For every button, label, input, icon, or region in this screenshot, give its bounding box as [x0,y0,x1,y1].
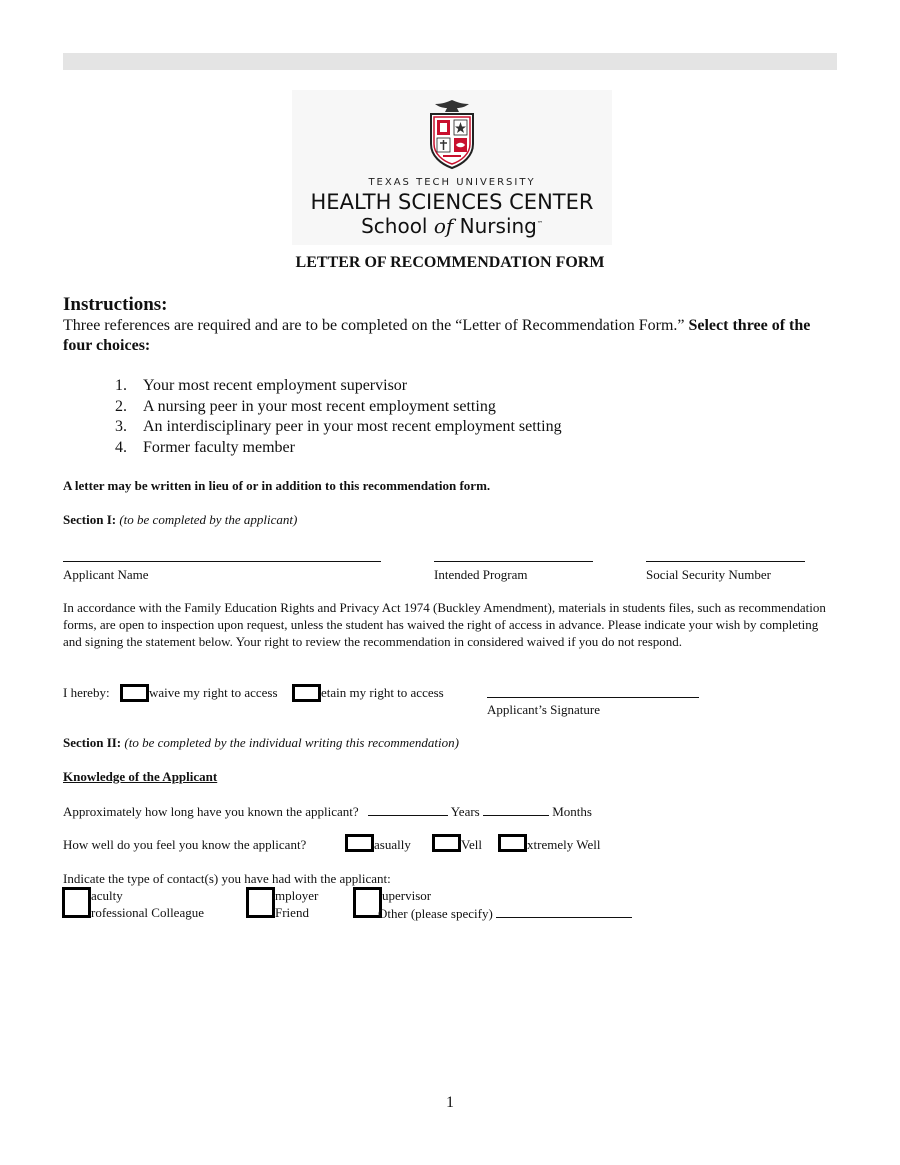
list-item: 2. A nursing peer in your most recent employment setting [115,397,496,415]
letter-note: A letter may be written in lieu of or in addition to this recommendation form. [63,478,491,493]
employer-friend-checkbox[interactable] [246,887,275,918]
knowledge-heading: Knowledge of the Applicant [63,769,218,784]
employer-label: mployer [275,888,319,903]
list-item: 4. Former faculty member [115,438,295,456]
waive-checkbox[interactable] [120,684,149,702]
instructions-heading: Instructions: [63,294,168,315]
intended-program-label: Intended Program [434,567,528,582]
page-number: 1 [446,1094,454,1111]
colleague-label: rofessional Colleague [91,905,204,920]
supervisor-label: upervisor [382,888,432,903]
intended-program-line[interactable] [434,561,593,562]
contact-prompt: Indicate the type of contact(s) you have had with the applicant: [63,871,391,886]
other-specify-blank[interactable] [496,905,632,918]
hereby-label: I hereby: [63,685,110,700]
years-blank[interactable] [368,803,448,816]
waive-label: waive my right to access [149,685,278,700]
ferpa-paragraph: In accordance with the Family Education Rights and Privacy Act 1974 (Buckley Amendment), materials in students files, such as recommendation forms, are open to inspection upon request, unless the student has waived the right of access in advance. Please indicate your wish by completing and signing the statement below. Your right to review the recommendation in considered waived if you do not respond. [63,600,826,649]
logo-school-name: School of Nursing™ [361,214,543,238]
instructions-text: Three references are required and are to be completed on the “Letter of Recommendation Form.” Select three of the four choices: [63,317,811,354]
how-well-label: How well do you feel you know the applicant? [63,837,307,852]
choices-list [115,376,562,458]
extremely-well-label: xtremely Well [527,837,601,852]
list-item: 1. Your most recent employment supervisor [115,377,408,394]
ssn-label: Social Security Number [646,567,771,582]
signature-label: Applicant’s Signature [487,702,601,717]
applicant-name-label: Applicant Name [63,567,149,582]
casually-label: asually [374,837,411,852]
top-band [63,53,837,70]
casually-checkbox[interactable] [345,834,374,852]
friend-label: Friend [275,905,309,920]
applicant-name-line[interactable] [63,561,381,562]
section2-heading: Section II: (to be completed by the individual writing this recommendation) [63,735,459,750]
faculty-colleague-checkbox[interactable] [62,887,91,918]
logo-center-name: HEALTH SCIENCES CENTER [310,190,594,214]
extremely-well-checkbox[interactable] [498,834,527,852]
well-checkbox[interactable] [432,834,461,852]
ssn-line[interactable] [646,561,805,562]
list-item: 3. An interdisciplinary peer in your most recent employment setting [115,418,562,435]
how-long-row: Approximately how long have you known the applicant? Years Months [63,804,592,819]
university-seal-icon [425,98,479,170]
section1-heading: Section I: (to be completed by the applicant) [63,512,298,527]
well-label: Vell [461,837,482,852]
logo-university-name: TEXAS TECH UNIVERSITY [368,177,536,188]
retain-label: etain my right to access [321,685,444,700]
form-title: LETTER OF RECOMMENDATION FORM [295,254,605,271]
other-row: Other (please specify) [378,905,632,922]
signature-line[interactable] [487,697,699,698]
retain-checkbox[interactable] [292,684,321,702]
months-blank[interactable] [483,803,549,816]
faculty-label: aculty [91,888,123,903]
